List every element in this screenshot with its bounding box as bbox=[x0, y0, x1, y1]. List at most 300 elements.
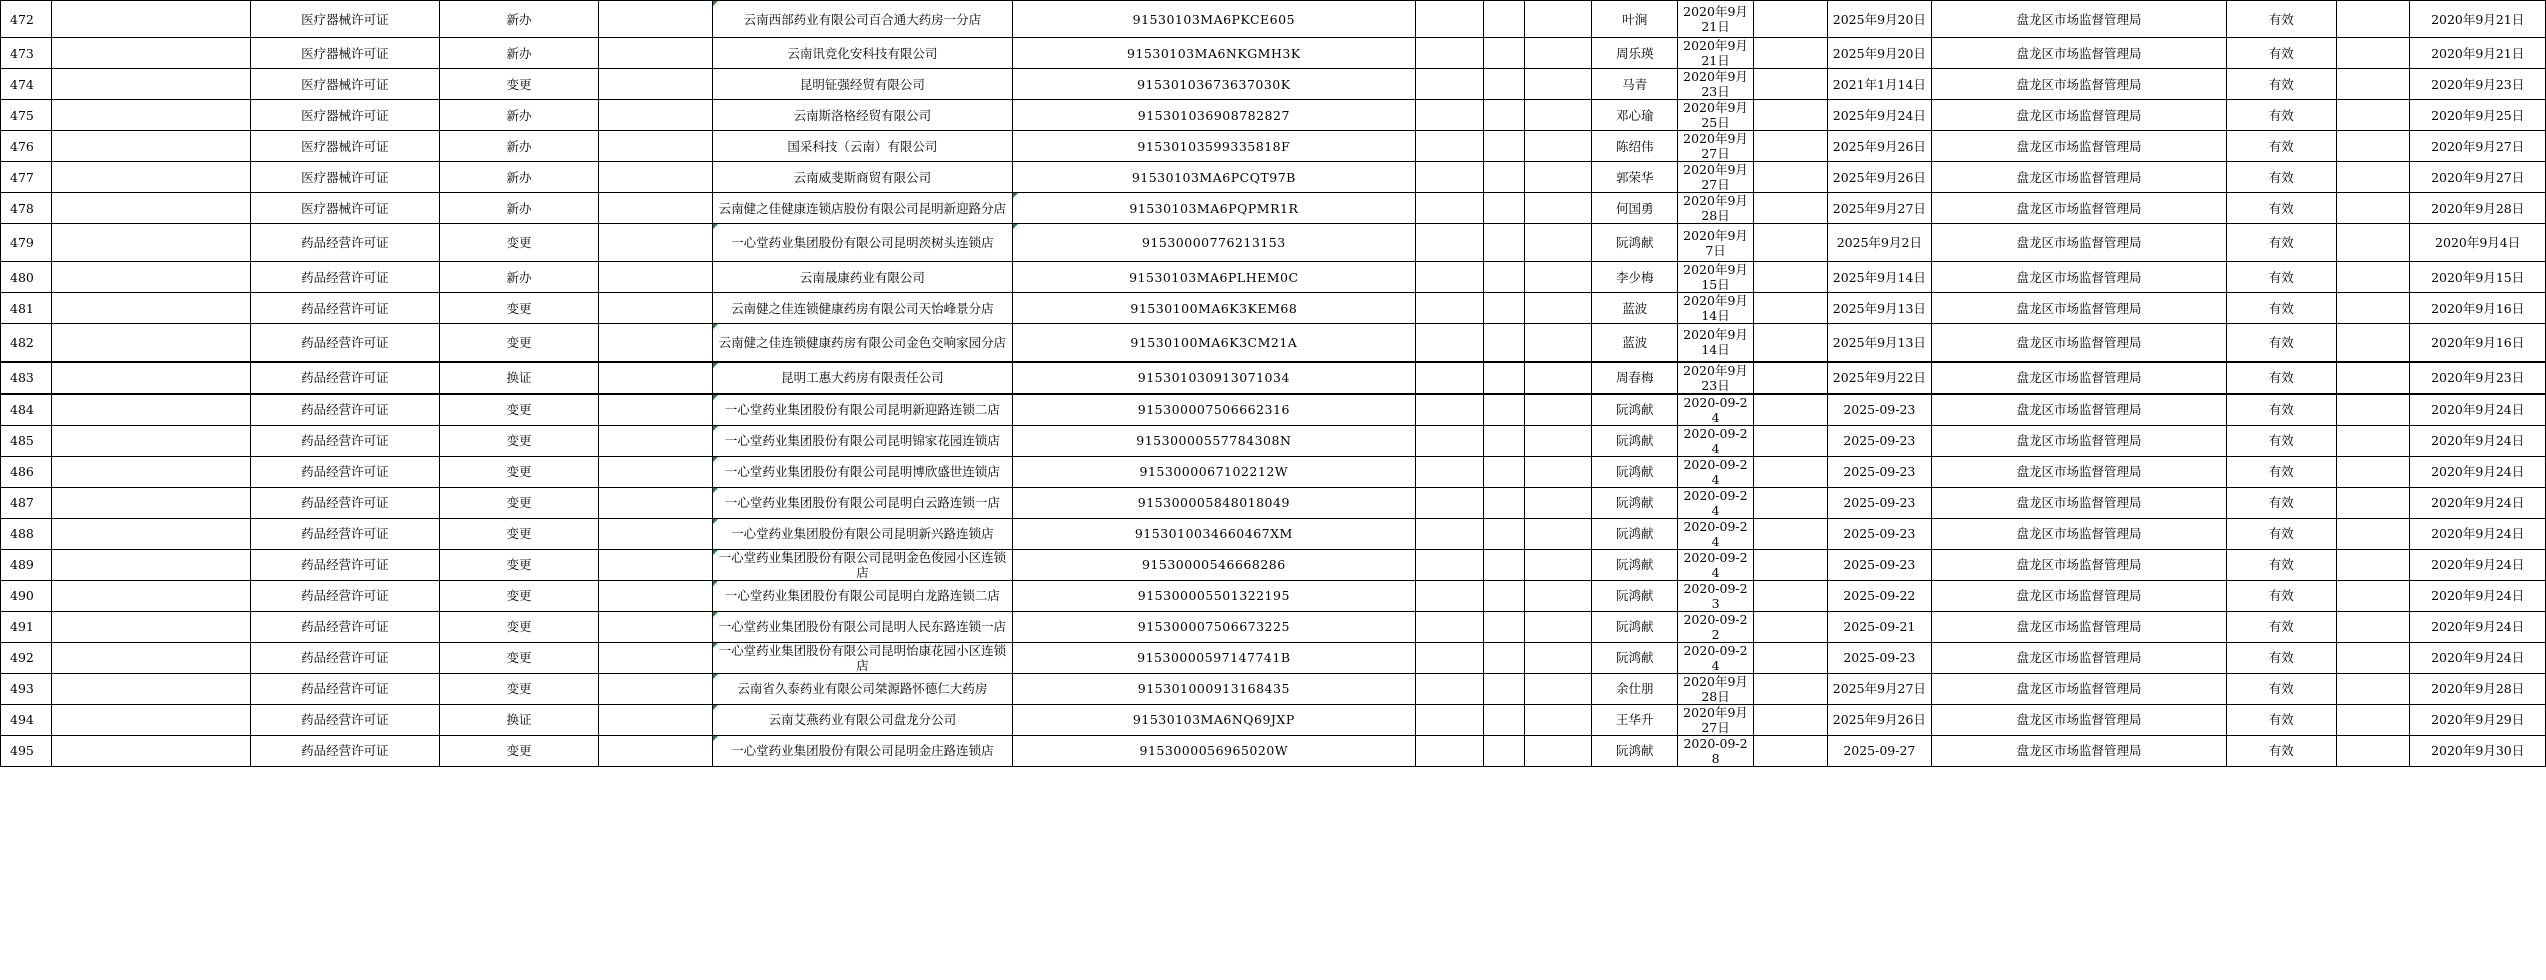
blank-cell bbox=[1754, 362, 1828, 394]
blank-cell bbox=[598, 735, 712, 766]
blank-cell bbox=[1415, 735, 1483, 766]
company-name: 一心堂药业集团股份有限公司昆明博欣盛世连锁店 bbox=[712, 456, 1012, 487]
blank-cell bbox=[1483, 580, 1524, 611]
row-number: 488 bbox=[1, 518, 52, 549]
blank-cell bbox=[2336, 362, 2410, 394]
valid-to: 2025年9月13日 bbox=[1827, 293, 1931, 324]
blank-cell bbox=[598, 293, 712, 324]
valid-from: 2020年9月21日 bbox=[1678, 1, 1754, 38]
blank-cell bbox=[2336, 162, 2410, 193]
row-number: 495 bbox=[1, 735, 52, 766]
blank-cell bbox=[598, 425, 712, 456]
license-action: 变更 bbox=[440, 394, 598, 426]
credit-code: 91530103690878282​7 bbox=[1013, 100, 1415, 131]
blank-cell bbox=[1415, 549, 1483, 580]
license-table-body bbox=[1, 1, 2546, 767]
license-type: 药品经营许可证 bbox=[250, 704, 440, 735]
credit-code: 915300007506662316 bbox=[1013, 394, 1415, 426]
blank-cell bbox=[1483, 673, 1524, 704]
blank-cell bbox=[598, 642, 712, 673]
blank-cell bbox=[1483, 704, 1524, 735]
license-action: 新办 bbox=[440, 131, 598, 162]
table-row bbox=[1, 262, 2546, 293]
valid-to: 2025年9月14日 bbox=[1827, 262, 1931, 293]
blank-cell bbox=[2336, 456, 2410, 487]
issue-date: 2020年9月4日 bbox=[2410, 224, 2546, 262]
legal-person: 马青 bbox=[1592, 69, 1678, 100]
license-type: 医疗器械许可证 bbox=[250, 131, 440, 162]
blank-cell bbox=[51, 518, 250, 549]
blank-cell bbox=[1525, 38, 1592, 69]
license-action: 变更 bbox=[440, 487, 598, 518]
issuing-authority: 盘龙区市场监督管理局 bbox=[1931, 38, 2226, 69]
blank-cell bbox=[1754, 224, 1828, 262]
company-name: 昆明工惠大药房有限责任公司 bbox=[712, 362, 1012, 394]
blank-cell bbox=[1525, 362, 1592, 394]
credit-code: 91530103MA6NKGMH3K bbox=[1013, 38, 1415, 69]
blank-cell bbox=[1754, 162, 1828, 193]
issuing-authority: 盘龙区市场监督管理局 bbox=[1931, 293, 2226, 324]
blank-cell bbox=[2336, 673, 2410, 704]
blank-cell bbox=[2336, 324, 2410, 362]
status: 有效 bbox=[2226, 262, 2336, 293]
blank-cell bbox=[51, 224, 250, 262]
valid-from: 2020年9月28日 bbox=[1678, 193, 1754, 224]
issuing-authority: 盘龙区市场监督管理局 bbox=[1931, 193, 2226, 224]
blank-cell bbox=[1415, 262, 1483, 293]
issuing-authority: 盘龙区市场监督管理局 bbox=[1931, 224, 2226, 262]
license-type: 医疗器械许可证 bbox=[250, 1, 440, 38]
blank-cell bbox=[1483, 100, 1524, 131]
blank-cell bbox=[1525, 131, 1592, 162]
company-name: 云南威斐斯商贸有限公司 bbox=[712, 162, 1012, 193]
legal-person: 叶涧 bbox=[1592, 1, 1678, 38]
blank-cell bbox=[598, 1, 712, 38]
license-action: 新办 bbox=[440, 162, 598, 193]
valid-to: 2025-09-27 bbox=[1827, 735, 1931, 766]
issue-date: 2020年9月24日 bbox=[2410, 425, 2546, 456]
legal-person: 余仕朋 bbox=[1592, 673, 1678, 704]
blank-cell bbox=[1415, 456, 1483, 487]
company-name: 一心堂药业集团股份有限公司昆明金庄路连锁店 bbox=[712, 735, 1012, 766]
blank-cell bbox=[51, 324, 250, 362]
issue-date: 2020年9月28日 bbox=[2410, 193, 2546, 224]
valid-from: 2020年9月15日 bbox=[1678, 262, 1754, 293]
status: 有效 bbox=[2226, 456, 2336, 487]
valid-from: 2020年9月23日 bbox=[1678, 362, 1754, 394]
valid-from: 2020年9月14日 bbox=[1678, 324, 1754, 362]
license-action: 变更 bbox=[440, 293, 598, 324]
blank-cell bbox=[1754, 131, 1828, 162]
company-name: 云南健之佳连锁健康药房有限公司金色交响家园分店 bbox=[712, 324, 1012, 362]
blank-cell bbox=[1525, 193, 1592, 224]
blank-cell bbox=[2336, 262, 2410, 293]
legal-person: 何国勇 bbox=[1592, 193, 1678, 224]
row-number: 482 bbox=[1, 324, 52, 362]
issue-date: 2020年9月24日 bbox=[2410, 611, 2546, 642]
company-name: 一心堂药业集团股份有限公司昆明新兴路连锁店 bbox=[712, 518, 1012, 549]
table-row bbox=[1, 293, 2546, 324]
blank-cell bbox=[2336, 704, 2410, 735]
status: 有效 bbox=[2226, 362, 2336, 394]
credit-code: 91530103673637030K bbox=[1013, 69, 1415, 100]
valid-from: 2020年9月25日 bbox=[1678, 100, 1754, 131]
company-name: 一心堂药业集团股份有限公司昆明锦家花园连锁店 bbox=[712, 425, 1012, 456]
blank-cell bbox=[1754, 611, 1828, 642]
issue-date: 2020年9月24日 bbox=[2410, 456, 2546, 487]
valid-from: 2020-09-22 bbox=[1678, 611, 1754, 642]
blank-cell bbox=[1525, 69, 1592, 100]
legal-person: 阮鸿献 bbox=[1592, 611, 1678, 642]
blank-cell bbox=[1754, 38, 1828, 69]
legal-person: 李少梅 bbox=[1592, 262, 1678, 293]
blank-cell bbox=[1754, 100, 1828, 131]
valid-to: 2025年9月20日 bbox=[1827, 38, 1931, 69]
company-name: 一心堂药业集团股份有限公司昆明人民东路连锁一店 bbox=[712, 611, 1012, 642]
blank-cell bbox=[1415, 69, 1483, 100]
issuing-authority: 盘龙区市场监督管理局 bbox=[1931, 735, 2226, 766]
blank-cell bbox=[51, 162, 250, 193]
blank-cell bbox=[1415, 100, 1483, 131]
valid-to: 2025-09-23 bbox=[1827, 642, 1931, 673]
blank-cell bbox=[1754, 487, 1828, 518]
blank-cell bbox=[2336, 1, 2410, 38]
legal-person: 蓝波 bbox=[1592, 324, 1678, 362]
legal-person: 阮鸿献 bbox=[1592, 642, 1678, 673]
status: 有效 bbox=[2226, 580, 2336, 611]
credit-code: 91530100346604​67XM bbox=[1013, 518, 1415, 549]
status: 有效 bbox=[2226, 704, 2336, 735]
valid-to: 2025年9月26日 bbox=[1827, 131, 1931, 162]
row-number: 478 bbox=[1, 193, 52, 224]
valid-to: 2025年9月27日 bbox=[1827, 673, 1931, 704]
blank-cell bbox=[2336, 100, 2410, 131]
table-row bbox=[1, 735, 2546, 766]
license-type: 医疗器械许可证 bbox=[250, 162, 440, 193]
license-type: 药品经营许可证 bbox=[250, 394, 440, 426]
legal-person: 阮鸿献 bbox=[1592, 518, 1678, 549]
blank-cell bbox=[598, 69, 712, 100]
blank-cell bbox=[1483, 518, 1524, 549]
company-name: 云南晟康药业有限公司 bbox=[712, 262, 1012, 293]
blank-cell bbox=[2336, 131, 2410, 162]
status: 有效 bbox=[2226, 611, 2336, 642]
blank-cell bbox=[1483, 456, 1524, 487]
row-number: 486 bbox=[1, 456, 52, 487]
blank-cell bbox=[2336, 735, 2410, 766]
row-number: 474 bbox=[1, 69, 52, 100]
blank-cell bbox=[51, 673, 250, 704]
blank-cell bbox=[1415, 425, 1483, 456]
blank-cell bbox=[1415, 224, 1483, 262]
valid-to: 2025年9月24日 bbox=[1827, 100, 1931, 131]
credit-code: 91530103MA6PCQT97B bbox=[1013, 162, 1415, 193]
blank-cell bbox=[1483, 549, 1524, 580]
license-type: 药品经营许可证 bbox=[250, 611, 440, 642]
blank-cell bbox=[1525, 611, 1592, 642]
valid-from: 2020年9月21日 bbox=[1678, 38, 1754, 69]
blank-cell bbox=[1483, 69, 1524, 100]
blank-cell bbox=[2336, 549, 2410, 580]
status: 有效 bbox=[2226, 324, 2336, 362]
row-number: 485 bbox=[1, 425, 52, 456]
status: 有效 bbox=[2226, 487, 2336, 518]
blank-cell bbox=[1525, 673, 1592, 704]
status: 有效 bbox=[2226, 1, 2336, 38]
license-action: 新办 bbox=[440, 193, 598, 224]
blank-cell bbox=[1415, 162, 1483, 193]
blank-cell bbox=[1754, 69, 1828, 100]
status: 有效 bbox=[2226, 642, 2336, 673]
blank-cell bbox=[1415, 324, 1483, 362]
license-type: 药品经营许可证 bbox=[250, 735, 440, 766]
license-action: 新办 bbox=[440, 1, 598, 38]
issuing-authority: 盘龙区市场监督管理局 bbox=[1931, 580, 2226, 611]
license-type: 医疗器械许可证 bbox=[250, 100, 440, 131]
blank-cell bbox=[598, 100, 712, 131]
blank-cell bbox=[1525, 224, 1592, 262]
credit-code: 91530000569650​20W bbox=[1013, 735, 1415, 766]
issuing-authority: 盘龙区市场监督管理局 bbox=[1931, 456, 2226, 487]
legal-person: 郭荣华 bbox=[1592, 162, 1678, 193]
blank-cell bbox=[1415, 1, 1483, 38]
blank-cell bbox=[1483, 425, 1524, 456]
issue-date: 2020年9月25日 bbox=[2410, 100, 2546, 131]
blank-cell bbox=[1525, 394, 1592, 426]
valid-to: 2025-09-23 bbox=[1827, 425, 1931, 456]
table-row bbox=[1, 162, 2546, 193]
legal-person: 阮鸿献 bbox=[1592, 735, 1678, 766]
table-row bbox=[1, 673, 2546, 704]
blank-cell bbox=[51, 1, 250, 38]
valid-from: 2020年9月23日 bbox=[1678, 69, 1754, 100]
license-action: 变更 bbox=[440, 611, 598, 642]
blank-cell bbox=[1754, 262, 1828, 293]
blank-cell bbox=[1483, 162, 1524, 193]
blank-cell bbox=[51, 193, 250, 224]
license-type: 药品经营许可证 bbox=[250, 642, 440, 673]
blank-cell bbox=[1754, 642, 1828, 673]
legal-person: 阮鸿献 bbox=[1592, 456, 1678, 487]
credit-code: 91530100MA6K3KEM68 bbox=[1013, 293, 1415, 324]
blank-cell bbox=[1483, 611, 1524, 642]
blank-cell bbox=[1415, 518, 1483, 549]
blank-cell bbox=[1525, 518, 1592, 549]
valid-from: 2020-09-24 bbox=[1678, 394, 1754, 426]
status: 有效 bbox=[2226, 69, 2336, 100]
issuing-authority: 盘龙区市场监督管理局 bbox=[1931, 131, 2226, 162]
row-number: 492 bbox=[1, 642, 52, 673]
license-type: 药品经营许可证 bbox=[250, 487, 440, 518]
credit-code: 91530103MA6NQ69JXP bbox=[1013, 704, 1415, 735]
blank-cell bbox=[598, 162, 712, 193]
blank-cell bbox=[2336, 611, 2410, 642]
legal-person: 阮鸿献 bbox=[1592, 394, 1678, 426]
blank-cell bbox=[51, 735, 250, 766]
blank-cell bbox=[51, 549, 250, 580]
valid-to: 2025年9月27日 bbox=[1827, 193, 1931, 224]
blank-cell bbox=[51, 262, 250, 293]
company-name: 一心堂药业集团股份有限公司昆明茨树头连锁店 bbox=[712, 224, 1012, 262]
issue-date: 2020年9月24日 bbox=[2410, 549, 2546, 580]
issuing-authority: 盘龙区市场监督管理局 bbox=[1931, 1, 2226, 38]
table-row bbox=[1, 425, 2546, 456]
issue-date: 2020年9月24日 bbox=[2410, 580, 2546, 611]
blank-cell bbox=[1415, 704, 1483, 735]
blank-cell bbox=[51, 704, 250, 735]
table-row bbox=[1, 193, 2546, 224]
legal-person: 阮鸿献 bbox=[1592, 487, 1678, 518]
blank-cell bbox=[1525, 735, 1592, 766]
license-type: 药品经营许可证 bbox=[250, 293, 440, 324]
blank-cell bbox=[598, 673, 712, 704]
blank-cell bbox=[1525, 162, 1592, 193]
license-action: 变更 bbox=[440, 580, 598, 611]
issuing-authority: 盘龙区市场监督管理局 bbox=[1931, 673, 2226, 704]
license-action: 新办 bbox=[440, 38, 598, 69]
blank-cell bbox=[598, 487, 712, 518]
credit-code: 915301000913168435 bbox=[1013, 673, 1415, 704]
company-name: 国采科技（云南）有限公司 bbox=[712, 131, 1012, 162]
blank-cell bbox=[1754, 549, 1828, 580]
valid-to: 2021年1月14日 bbox=[1827, 69, 1931, 100]
credit-code: 915300005848018049 bbox=[1013, 487, 1415, 518]
row-number: 481 bbox=[1, 293, 52, 324]
valid-from: 2020年9月27日 bbox=[1678, 131, 1754, 162]
blank-cell bbox=[1483, 1, 1524, 38]
license-action: 变更 bbox=[440, 224, 598, 262]
blank-cell bbox=[51, 38, 250, 69]
license-action: 变更 bbox=[440, 549, 598, 580]
blank-cell bbox=[1483, 735, 1524, 766]
issuing-authority: 盘龙区市场监督管理局 bbox=[1931, 704, 2226, 735]
credit-code: 91530103MA6PKCE605 bbox=[1013, 1, 1415, 38]
table-row bbox=[1, 362, 2546, 394]
blank-cell bbox=[1525, 580, 1592, 611]
issuing-authority: 盘龙区市场监督管理局 bbox=[1931, 394, 2226, 426]
blank-cell bbox=[598, 224, 712, 262]
company-name: 一心堂药业集团股份有限公司昆明新迎路连锁二店 bbox=[712, 394, 1012, 426]
blank-cell bbox=[51, 425, 250, 456]
row-number: 484 bbox=[1, 394, 52, 426]
status: 有效 bbox=[2226, 293, 2336, 324]
blank-cell bbox=[1415, 293, 1483, 324]
row-number: 490 bbox=[1, 580, 52, 611]
table-row bbox=[1, 224, 2546, 262]
blank-cell bbox=[1525, 456, 1592, 487]
blank-cell bbox=[1525, 293, 1592, 324]
row-number: 479 bbox=[1, 224, 52, 262]
blank-cell bbox=[1754, 673, 1828, 704]
blank-cell bbox=[1525, 549, 1592, 580]
blank-cell bbox=[1483, 193, 1524, 224]
table-row bbox=[1, 642, 2546, 673]
blank-cell bbox=[1754, 735, 1828, 766]
blank-cell bbox=[51, 642, 250, 673]
row-number: 493 bbox=[1, 673, 52, 704]
status: 有效 bbox=[2226, 162, 2336, 193]
license-action: 变更 bbox=[440, 425, 598, 456]
valid-from: 2020-09-23 bbox=[1678, 580, 1754, 611]
row-number: 489 bbox=[1, 549, 52, 580]
legal-person: 阮鸿献 bbox=[1592, 224, 1678, 262]
license-action: 变更 bbox=[440, 518, 598, 549]
blank-cell bbox=[1415, 580, 1483, 611]
company-name: 云南省久泰药业有限公司桀源路怀德仁大药房 bbox=[712, 673, 1012, 704]
blank-cell bbox=[1483, 362, 1524, 394]
blank-cell bbox=[2336, 193, 2410, 224]
valid-from: 2020年9月7日 bbox=[1678, 224, 1754, 262]
blank-cell bbox=[1754, 324, 1828, 362]
license-type: 医疗器械许可证 bbox=[250, 69, 440, 100]
table-row bbox=[1, 324, 2546, 362]
row-number: 487 bbox=[1, 487, 52, 518]
license-action: 变更 bbox=[440, 456, 598, 487]
credit-code: 91530103091307103​4 bbox=[1013, 362, 1415, 394]
issuing-authority: 盘龙区市场监督管理局 bbox=[1931, 425, 2226, 456]
credit-code: 91530100MA6K3CM21A bbox=[1013, 324, 1415, 362]
valid-from: 2020-09-24 bbox=[1678, 549, 1754, 580]
table-row bbox=[1, 1, 2546, 38]
company-name: 云南艾燕药业有限公司盘龙分公司 bbox=[712, 704, 1012, 735]
status: 有效 bbox=[2226, 38, 2336, 69]
legal-person: 蓝波 bbox=[1592, 293, 1678, 324]
license-action: 变更 bbox=[440, 642, 598, 673]
credit-code: 91530000597147741B bbox=[1013, 642, 1415, 673]
table-row bbox=[1, 456, 2546, 487]
blank-cell bbox=[1754, 425, 1828, 456]
valid-to: 2025-09-23 bbox=[1827, 394, 1931, 426]
valid-to: 2025-09-23 bbox=[1827, 518, 1931, 549]
valid-to: 2025年9月13日 bbox=[1827, 324, 1931, 362]
status: 有效 bbox=[2226, 224, 2336, 262]
blank-cell bbox=[2336, 518, 2410, 549]
blank-cell bbox=[51, 580, 250, 611]
table-row bbox=[1, 38, 2546, 69]
table-row bbox=[1, 100, 2546, 131]
table-row bbox=[1, 580, 2546, 611]
blank-cell bbox=[598, 394, 712, 426]
company-name: 云南健之佳连锁健康药房有限公司天怡峰景分店 bbox=[712, 293, 1012, 324]
blank-cell bbox=[1525, 324, 1592, 362]
issue-date: 2020年9月16日 bbox=[2410, 324, 2546, 362]
status: 有效 bbox=[2226, 518, 2336, 549]
issue-date: 2020年9月16日 bbox=[2410, 293, 2546, 324]
license-action: 换证 bbox=[440, 362, 598, 394]
blank-cell bbox=[1415, 394, 1483, 426]
status: 有效 bbox=[2226, 131, 2336, 162]
issue-date: 2020年9月21日 bbox=[2410, 38, 2546, 69]
blank-cell bbox=[2336, 642, 2410, 673]
blank-cell bbox=[51, 131, 250, 162]
credit-code: 915300005466682​86 bbox=[1013, 549, 1415, 580]
blank-cell bbox=[1415, 673, 1483, 704]
company-name: 云南斯洛格经贸有限公司 bbox=[712, 100, 1012, 131]
table-row bbox=[1, 487, 2546, 518]
blank-cell bbox=[2336, 580, 2410, 611]
blank-cell bbox=[1754, 193, 1828, 224]
credit-code: 915300007506673225 bbox=[1013, 611, 1415, 642]
legal-person: 王华升 bbox=[1592, 704, 1678, 735]
legal-person: 陈绍伟 bbox=[1592, 131, 1678, 162]
license-type: 药品经营许可证 bbox=[250, 425, 440, 456]
issuing-authority: 盘龙区市场监督管理局 bbox=[1931, 162, 2226, 193]
blank-cell bbox=[2336, 293, 2410, 324]
issuing-authority: 盘龙区市场监督管理局 bbox=[1931, 69, 2226, 100]
valid-to: 2025年9月20日 bbox=[1827, 1, 1931, 38]
blank-cell bbox=[598, 549, 712, 580]
issue-date: 2020年9月23日 bbox=[2410, 69, 2546, 100]
